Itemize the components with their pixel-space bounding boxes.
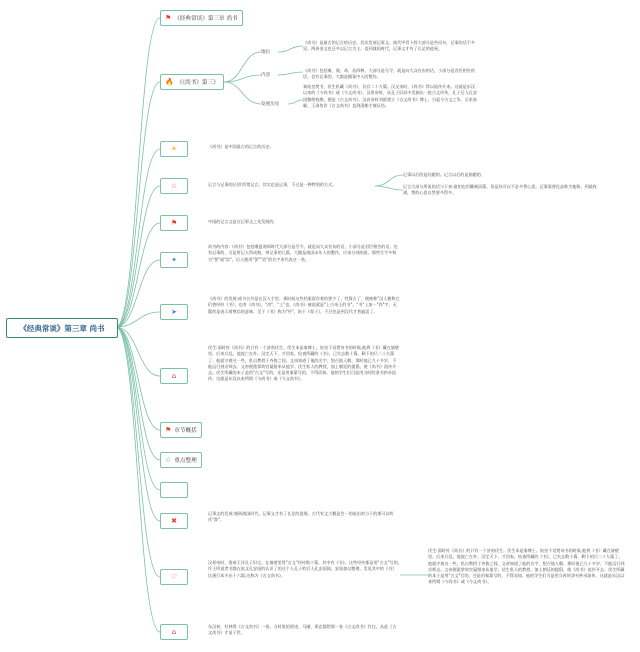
- node-shangshu[interactable]: 🔥 《《尚书》第三》: [160, 74, 224, 90]
- node-heart[interactable]: [160, 569, 188, 585]
- send-icon: ➤: [171, 307, 177, 316]
- connector-shangshu-2: [224, 82, 261, 104]
- node-star[interactable]: [160, 178, 188, 194]
- star-outline-icon: ☆: [170, 181, 178, 190]
- connector-root-node-13: [116, 327, 160, 632]
- flag-icon: ⚑: [165, 13, 172, 22]
- node-book-title[interactable]: ⚑ 《经典常谈》第三章 尚书: [160, 10, 243, 26]
- text-star: 记言与记事的区别:所谓记言，其实也是记事，不过是一种特别的方式。: [208, 182, 337, 187]
- node-home[interactable]: [160, 368, 188, 384]
- sub-text-history: 秦始皇焚书，伏生私藏《尚书》，仅存二十九篇。汉文帝时，《尚书》得以流传开来。这就是东汉以来的《今尚书》或《今文尚书》。汉景帝时，从孔子旧居中发掘出一批古文经传，孔子后人孔安国整理校勘，便是《古文尚书》。汉哀帝时刘歆建立《古文尚书》博士，引起今古文之争。后来张霸、王肃伪作《古文尚书》直到清朝才被证伪。: [303, 84, 477, 108]
- lightbulb-icon: ☀: [170, 144, 178, 153]
- home-icon: ⌂: [171, 371, 177, 380]
- sub-label-history: 发展历史: [261, 102, 280, 107]
- text-idea: 《尚书》是中国最古的记言的历史。: [208, 144, 274, 149]
- text-home-2: 东汉初，杜林得《古文尚书》一卷。当时说的贾逵、马融、郑玄都给那一卷《古文尚书》作注，从此《古文尚书》才显于世。: [208, 624, 397, 636]
- connector-root-node-9: [116, 327, 160, 460]
- sub-text-content: 《尚书》包括典、谟、命、诰四种。大部分是号令，就是向大众宣布的话，小部分是君臣相告的话。也有记事的，大都是檀案中人的製作。: [303, 68, 475, 80]
- star-outline-icon: ☆: [165, 455, 172, 464]
- text-star-sub-b: 记言大部分所说的话与下来:最怕也用雕刻而篇。但是你可以不必多费心思。记事需要化品称为他称，到最终满，费的心思自然要多得多。: [403, 184, 597, 196]
- text-flag: 中国的记言文是在记事文之先发展的。: [208, 219, 278, 224]
- bookmark-icon: ✦: [171, 255, 177, 264]
- text-tools: 记事文的发展:虞到战国时代，记事文才有了长足的进展。古代有文大概是会一的说出的与下的那可以叫作"辞"。: [208, 511, 394, 523]
- sub-text-status: 《尚书》是最古的记言的历史。其次发展记事文。商代甲骨卜辞大部分是些问句，记事的话不多见。两周金文也还多以记言为主。直到战国时代，记事文才有了长足的进展。: [303, 40, 475, 52]
- connector-shangshu-text-2: [288, 100, 303, 104]
- connector-shangshu-text-0: [278, 46, 303, 52]
- node-blank[interactable]: [160, 482, 188, 498]
- connector-root-node-12: [116, 327, 160, 577]
- text-heart-sub: 伏生:面时传《尚书》的只有一个济南伏生。伏生本是秦博士。始皇下诏焚诗书的时候,他将《书》藏在墙壁里。后来兵乱，他流亡在外。汉定天下，才回家，检查所藏的《书》，已失去数十篇，剩下的只二十九篇了。他就守着这一些，私自教授于齐鲁之间。文帝知道了他的名字，想召他入朝。那时他已九十多岁，不能远行到京师去。文帝便派掌故官晁错来从他学。伏生私人的教授，加上朝廷的提倡，使《尚书》流传开去。伏生所藏的本子是用"古文"写的，还是用秦篆写的，不得而知。他的学生们可是用当时的隶书抄录流传。这就是东汉以来所谓《今尚书》或《今文尚书》。: [428, 548, 625, 585]
- text-star-sub-a: 记事以后的是问题的。记言以后的是据题的。: [403, 172, 485, 177]
- node-home-2[interactable]: [160, 624, 188, 640]
- connector-root-node-1: [116, 82, 160, 327]
- sub-label-content: 内容: [261, 73, 271, 78]
- node-send[interactable]: [160, 304, 188, 320]
- node-bookmark[interactable]: [160, 252, 188, 268]
- flame-icon: 🔥: [165, 77, 174, 86]
- connector-root-node-8: [116, 327, 160, 430]
- node-flag[interactable]: [160, 215, 188, 231]
- text-send: 《尚书》的发展:或书名并是在汉人手里。那时候这些档案留存着的要少了，性質古了，便被称"汉人便称它们曾经叫《书》，也有《尚书》，"尚"，"上"也，《尚书》被说就是"上古帝王的书"。"书"上加一"尚"字，无疑的是表示着尊信的意味，至于《书》称为"经"，始于《荀子》，不过也是到汉代才普遍罢了。: [208, 296, 400, 314]
- flag-icon: ⚑: [165, 425, 172, 434]
- tools-icon: ✖: [171, 516, 177, 525]
- connector-root-node-0: [116, 18, 160, 327]
- text-bookmark: 尚书的内容:《尚书》包括虞夏商周时代大部分是号令，就是向大众宣布的话，小部分是君臣相告的话。也有记事的，可是所记人所成数，带记事的几篇，大概是战国末年人的製作，应该分别的看。那些号令多称为"誓"或"诰"，后人便用"誓""诰"的名字来代表这一类。: [208, 244, 398, 262]
- node-tools[interactable]: [160, 513, 188, 529]
- node-key-points[interactable]: ☆ 重点整理: [160, 452, 202, 468]
- home-icon: ⌂: [171, 627, 177, 636]
- node-idea[interactable]: [160, 141, 188, 157]
- text-heart: 汉景帝时，鲁恭王坏孔子旧宅。在墙壁里得"古文"经传数十篇，其中有《书》。这些经传都是用"古文"写的,许王所说者书都在说文孔安国的认识了的这个人孔子的后人孔安国阅。安国加以整理，发见其中的《书》比通行本多出十六篇;这称为《古文尚书》。: [208, 560, 399, 578]
- sub-label-status: 地位: [261, 50, 271, 55]
- connector-shangshu-0: [224, 52, 261, 82]
- flag-icon: ⚑: [170, 218, 178, 227]
- connector-shangshu-text-1: [278, 72, 303, 75]
- text-home: 伏生:面时传《尚书》的只有一个济南伏生。伏生本是秦博士。始皇下诏焚诗书的时候,他将《书》藏在墙壁里。后来兵乱，他流亡在外。汉定天下，才回家，检查所藏的《书》，已失去数十篇，剩下的只二十九篇了。他就守着这一些，私自教授于齐鲁之间。文帝知道了他的名字，想召他入朝。那时他已九十多岁，不能远行到京师去。文帝便派掌故官晁错来从他学。伏生私人的教授，加上朝廷的提倡，使《尚书》流传开去。伏生所藏的本子是用"古文"写的，还是用秦篆写的，不得而知。他的学生们可是用当时的隶书抄录流传。这就是东汉以来所谓《今尚书》或《今文尚书》。: [208, 345, 399, 382]
- node-chapter-summary[interactable]: ⚑ 章节概括: [160, 422, 202, 438]
- heart-outline-icon: ♡: [170, 572, 178, 581]
- root-topic[interactable]: 《经典常谈》第三章 尚书: [6, 318, 118, 338]
- connector-root-node-11: [116, 327, 160, 521]
